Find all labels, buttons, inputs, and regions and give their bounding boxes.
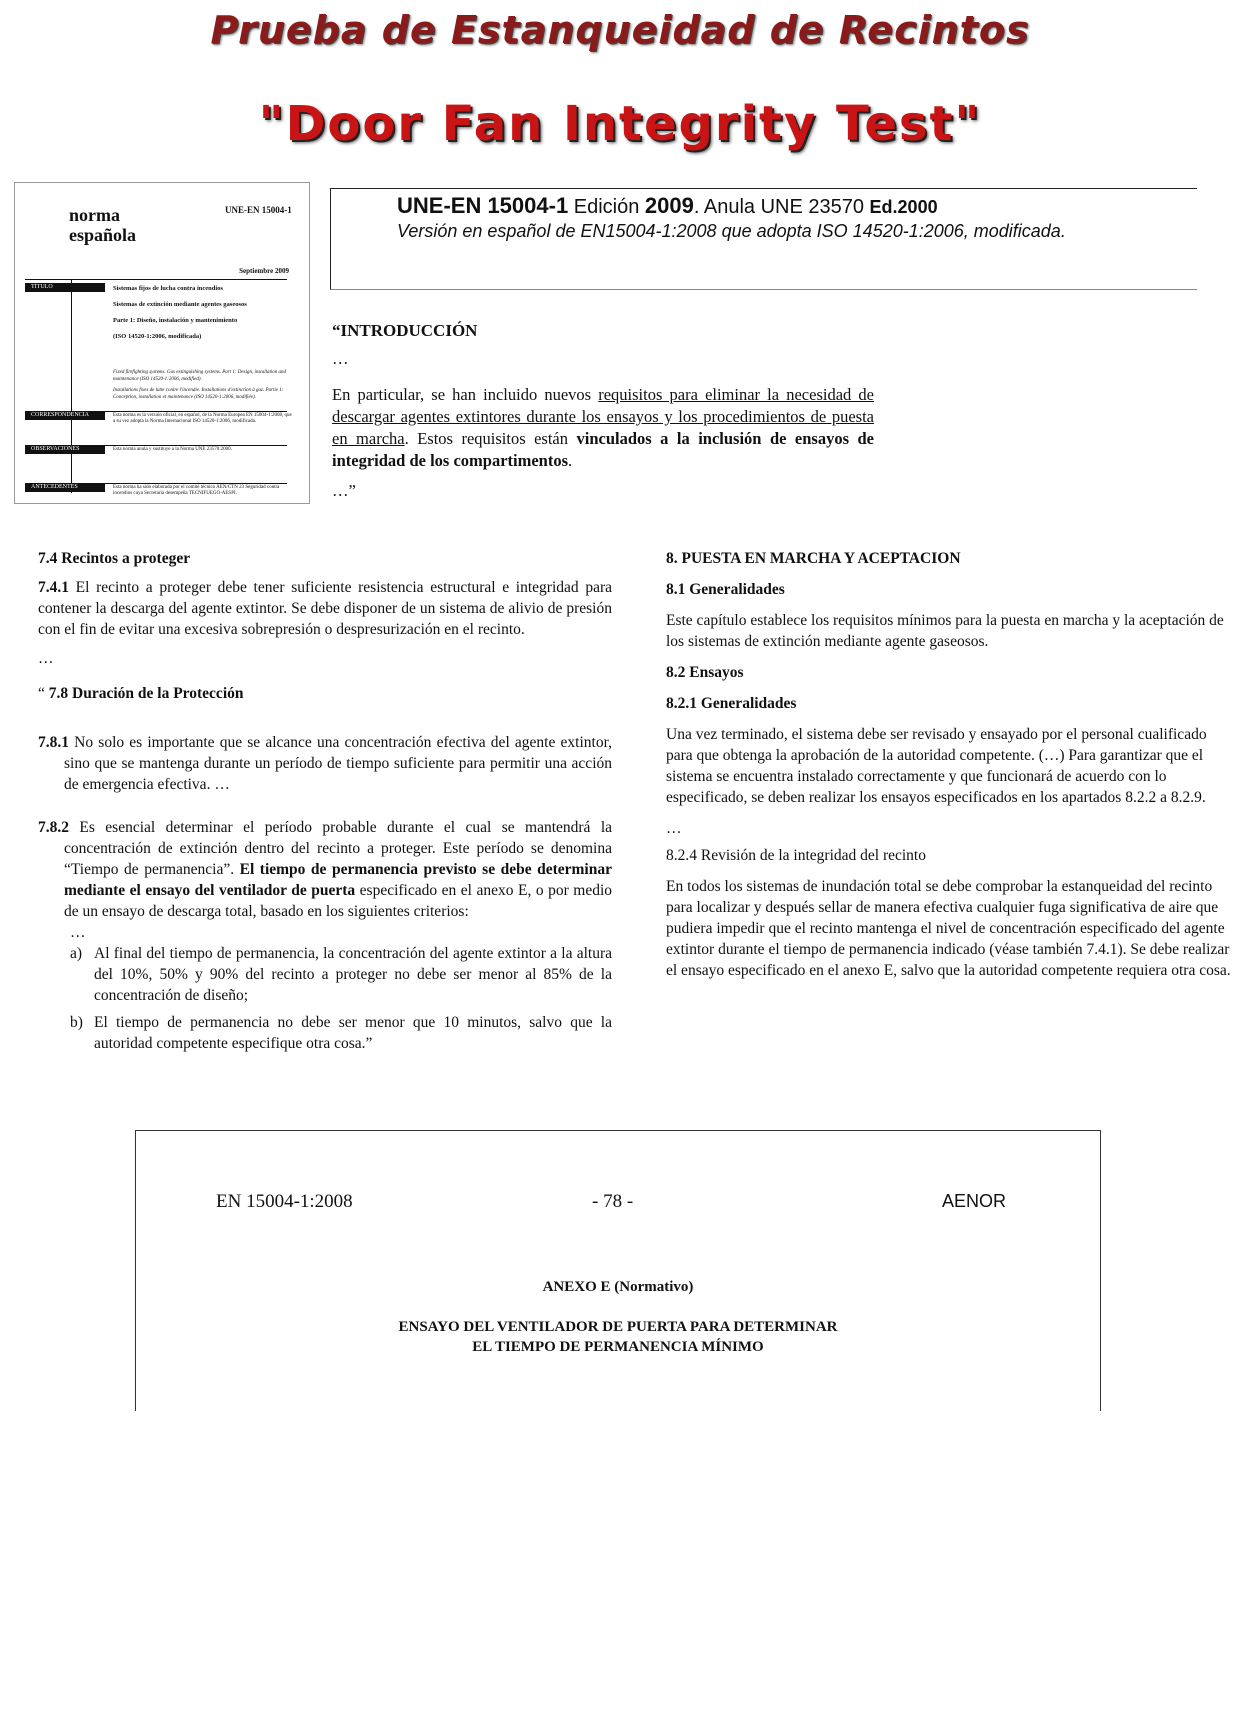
norm-anula: . Anula UNE 23570 — [693, 196, 870, 218]
clause-number: 7.8.2 — [38, 819, 69, 836]
clause-text: especificado en el anexo E, o por medio de un ensayo de descarga total, basado en los siguientes criterios: — [64, 882, 613, 920]
main-subtitle: "Door Fan Integrity Test" — [258, 96, 982, 152]
cover-antecedentes-text: Esta norma ha sido elaborada por el comité técnico AEN/CTN 23 Seguridad contra incendios cuya Secretaría desempeña TECNIFUEGO-AESPI. — [113, 485, 280, 496]
item-label: b) — [70, 1014, 83, 1031]
norm-header-box — [330, 188, 1197, 290]
introduction-quote — [332, 320, 874, 502]
annex-subtitle — [136, 1317, 1100, 1357]
criterion-b — [38, 1012, 612, 1054]
annex-subtitle-line-2: EL TIEMPO DE PERMANENCIA MÍNIMO — [472, 1339, 764, 1355]
item-label: a) — [70, 945, 83, 962]
main-title: Prueba de Estanqueidad de Recintos — [210, 8, 1030, 52]
cover-titulo-3: Parte 1: Diseño, instalación y mantenimiento — [113, 317, 238, 324]
cover-english: Fixed firefighting systems. Gas extinguishing systems. Part 1: Design, installation and maintenance (ISO 14520-1:2006, modified). — [113, 370, 286, 382]
intro-paragraph — [332, 384, 874, 472]
intro-text: En particular, se han incluido nuevos — [332, 385, 599, 404]
annex-title: ANEXO E (Normativo) — [542, 1279, 694, 1295]
cover-correspondencia-text: Esta norma es la versión oficial, en español, de la Norma Europea EN 15004-1:2008, que a su vez adopta la Norma Internacional ISO 14520-1:2006, modificada. — [113, 413, 292, 424]
cover-antecedentes-label: ANTECEDENTES — [25, 483, 105, 492]
para-8-1: Este capítulo establece los requisitos mínimos para la puesta en marcha y la aceptación de los sistemas de extinción mediante agente gaseosos. — [666, 612, 1224, 650]
intro-text: . — [568, 451, 573, 470]
annex-subtitle-line-1: ENSAYO DEL VENTILADOR DE PUERTA PARA DETERMINAR — [398, 1319, 838, 1335]
section-8-1: 8.1 Generalidades — [666, 581, 785, 598]
clause-text: El recinto a proteger debe tener suficiente resistencia estructural e integridad para contener la descarga del agente extintor. Se debe disponer de un sistema de alivio de presión con el fin de evitar una excesiva sobrepresión o despresurización en el recinto. — [38, 579, 612, 638]
section-7-4: 7.4 Recintos a proteger — [38, 550, 191, 567]
cover-observaciones-label: OBSERVACIONES — [25, 445, 105, 454]
cover-norma-espanola: norma española — [69, 205, 137, 245]
left-column — [38, 548, 612, 1054]
item-text: El tiempo de permanencia no debe ser menor que 10 minutos, salvo que la autoridad competente especifique otra cosa.” — [94, 1014, 612, 1052]
quote-mark: “ — [38, 685, 49, 702]
intro-heading: “INTRODUCCIÓN — [332, 321, 478, 340]
right-column — [666, 548, 1232, 981]
section-8-2-4: 8.2.4 Revisión de la integridad del recinto — [666, 847, 926, 864]
cover-code: UNE-EN 15004-1 — [225, 205, 292, 215]
para-7-8-1 — [38, 732, 612, 795]
ellipsis: … — [70, 924, 86, 941]
para-8-2-4: En todos los sistemas de inundación total se debe comprobar la estanqueidad del recinto para localizar y después sellar de manera efectiva cualquier fuga significativa de aire que pudiera impedir que el recinto mantenga el nivel de concentración especificado del agente extintor durante el tiempo de permanencia indicado (véase también 7.4.1). Se debe realizar el ensayo especificado en el anexo E, salvo que la autoridad competente requiera otra cosa. — [666, 878, 1231, 979]
clause-text: Es esencial determinar el período probable durante el cual se mantendrá la concentración de extinción dentro del recinto a proteger. Este período se denomina “Tiempo de permanencia”. — [64, 819, 612, 878]
norm-edicion: Edición — [568, 196, 645, 218]
intro-text: . Estos requisitos están — [404, 429, 577, 448]
section-8-2-1: 8.2.1 Generalidades — [666, 695, 797, 712]
cover-vertical-line — [71, 279, 72, 493]
norm-version: Versión en español de EN15004-1:2008 que adopta ISO 14520-1:2006, modificada. — [397, 221, 1066, 241]
norm-ed: Ed.2000 — [869, 197, 938, 217]
norm-code: UNE-EN 15004-1 — [397, 193, 569, 218]
intro-end: …” — [332, 481, 356, 500]
criterion-a — [38, 943, 612, 1006]
intro-ellipsis: … — [332, 349, 349, 368]
annex-page-excerpt — [135, 1130, 1101, 1411]
norm-line-1 — [397, 193, 938, 219]
clause-number: 7.8.1 — [38, 734, 69, 751]
norm-year: 2009 — [644, 193, 694, 218]
cover-titulo-4: (ISO 14520-1:2006, modificada) — [113, 333, 202, 340]
para-7-8-2 — [38, 817, 612, 922]
cover-divider — [25, 279, 287, 280]
section-7-8 — [38, 683, 612, 704]
clause-number: 7.4.1 — [38, 579, 69, 596]
cover-french: Installations fixes de lutte contre l'incendie. Installations d'extinction à gaz. Partie 1: Conception, installation et maintenance (ISO 14520-1:2006, modifiée). — [113, 388, 284, 400]
cover-titulo-label: TÍTULO — [25, 283, 105, 292]
para-7-4-1 — [38, 577, 612, 640]
clause-text: No solo es importante que se alcance una concentración efectiva del agente extintor, sino que se mantenga durante un período de tiempo suficiente para permitir una acción de emergencia efectiva. … — [64, 734, 612, 793]
page-number: - 78 - — [592, 1191, 634, 1212]
intro-bold: vinculados a la inclusión de ensayos de integridad de los compartimentos — [332, 429, 875, 470]
page-std: EN 15004-1:2008 — [216, 1191, 353, 1212]
cover-date: Septiembre 2009 — [239, 267, 289, 275]
ellipsis: … — [38, 650, 54, 667]
para-8-2-1: Una vez terminado, el sistema debe ser revisado y ensayado por el personal cualificado para que obtenga la aprobación de la autoridad competente. (…) Para garantizar que el sistema se encuentra instalado correctamente y que funcionará de acuerdo con lo especificado, se deben realizar los ensayos especificados en los apartados 8.2.2 a 8.2.9. — [666, 726, 1207, 806]
ellipsis: … — [666, 820, 682, 837]
cover-observaciones-text: Esta norma anula y sustituye a la Norma UNE 23570:2000. — [113, 447, 232, 452]
norm-cover-thumbnail — [14, 182, 310, 504]
cover-titulo-1: Sistemas fijos de lucha contra incendios — [113, 285, 223, 292]
item-text: Al final del tiempo de permanencia, la concentración del agente extintor a la altura del 10%, 50% y 90% del recinto a proteger no debe ser menor al 85% de la concentración de diseño; — [94, 945, 612, 1004]
intro-underlined: requisitos para eliminar la necesidad de descargar agentes extintores durante los ensayos y los procedimientos de puesta en marcha — [332, 385, 874, 448]
clause-bold: El tiempo de permanencia previsto se debe determinar mediante el ensayo del ventilador de puerta — [64, 861, 612, 899]
section-title: 7.8 Duración de la Protección — [48, 685, 244, 702]
section-8: 8. PUESTA EN MARCHA Y ACEPTACION — [666, 550, 961, 567]
section-8-2: 8.2 Ensayos — [666, 664, 744, 681]
cover-titulo-2: Sistemas de extinción mediante agentes gaseosos — [113, 301, 247, 308]
page-org: AENOR — [942, 1191, 1007, 1211]
cover-correspondencia-label: CORRESPONDENCIA — [25, 411, 105, 420]
